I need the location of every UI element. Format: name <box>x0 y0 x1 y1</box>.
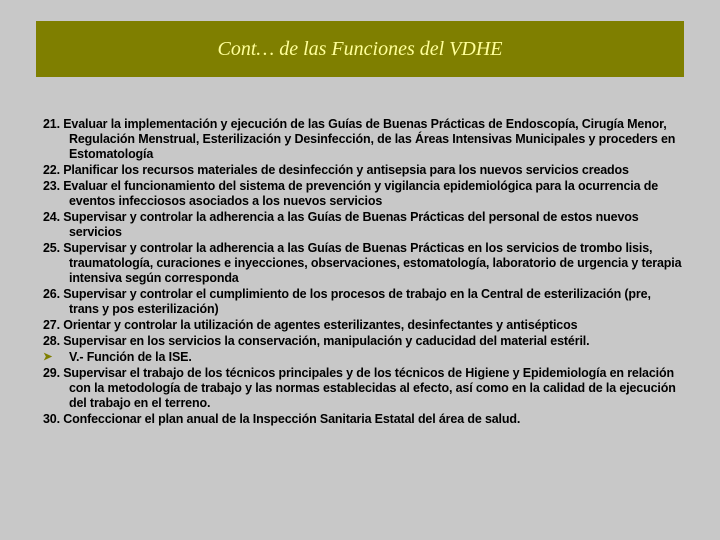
list-item: 28. Supervisar en los servicios la conservación, manipulación y caducidad del material estéril. <box>43 334 590 348</box>
list-item: 30. Confeccionar el plan anual de la Inspección Sanitaria Estatal del área de salud. <box>43 412 521 426</box>
list-item: 21. Evaluar la implementación y ejecución de las Guías de Buenas Prácticas de Endoscopía, Cirugía Menor, Regulación Menstrual, Esterilización y Desinfección, de las Áreas Intensivas Municipales y proceders en Estomatología <box>43 117 676 161</box>
arrow-bullet-icon: ➤ <box>43 351 53 363</box>
slide-title: Cont… de las Funciones del VDHE <box>217 37 503 60</box>
list-item: 24. Supervisar y controlar la adherencia a las Guías de Buenas Prácticas del personal de estos nuevos servicios <box>43 210 639 239</box>
list-item: 29. Supervisar el trabajo de los técnicos principales y de los técnicos de Higiene y Epidemiología en relación con la metodología de trabajo y las normas establecidas al efecto, así como en la calidad de la ejecución del trabajo en el terreno. <box>43 366 676 410</box>
list-item: 22. Planificar los recursos materiales de desinfección y antisepsia para los nuevos servicios creados <box>43 163 629 177</box>
list-item: 23. Evaluar el funcionamiento del sistema de prevención y vigilancia epidemiológica para la ocurrencia de eventos infecciosos asociados a los nuevos servicios <box>43 179 659 208</box>
list-item: 25. Supervisar y controlar la adherencia a las Guías de Buenas Prácticas en los servicios de trombo lisis, traumatología, curaciones e inyecciones, observaciones, estomatología, laboratorio de urgencia y terapia intensiva según corresponda <box>43 241 682 285</box>
list-item: 26. Supervisar y controlar el cumplimiento de los procesos de trabajo en la Central de esterilización (pre, trans y pos esterilización) <box>43 287 651 316</box>
section-heading: V.- Función de la ISE. <box>69 350 192 364</box>
title-banner <box>36 21 684 77</box>
section-bullet <box>43 350 683 365</box>
list-item: 27. Orientar y controlar la utilización de agentes esterilizantes, desinfectantes y antisépticos <box>43 318 578 332</box>
function-list <box>43 117 683 428</box>
